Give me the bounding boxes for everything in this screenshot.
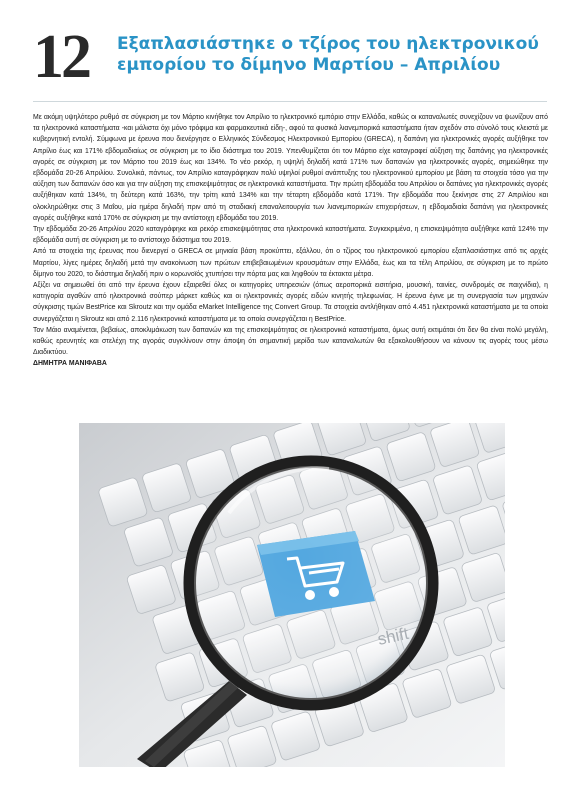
article-body [33, 112, 548, 370]
article-byline: ΔΗΜΗΤΡΑ ΜΑΝΙΦΑΒΑ [33, 360, 107, 368]
article-paragraph: Από τα στοιχεία της έρευνας που διενεργεί ο GRECA σε μηνιαία βάση προκύπτει, εξάλλου, ότι ο τζίρος του ηλεκτρονικού εμπορίου εξαπλασιάστηκε από τις αρχές Μαρτίου, λίγες ημέρες δηλαδή μετά την ανακοίνωση των πρώτων επιβεβαιωμένων κρουσμάτων στην Ελλάδα, έως και τα τέλη Απριλίου, σε σύγκριση με το πρώτο δίμηνο του 2020, το διάστημα δηλαδή πριν ο κορωνοϊός χτυπήσει την πόρτα μας και ληφθούν τα έκτακτα μέτρα. [33, 248, 548, 278]
magnifier-lens [189, 461, 433, 705]
header-divider [33, 101, 547, 102]
article-headline: Εξαπλασιάστηκε ο τζίρος του ηλεκτρονικού εμπορίου το δίμηνο Μαρτίου – Απριλίου [117, 34, 539, 75]
article-paragraph: Αξίζει να σημειωθεί ότι από την έρευνα έχουν εξαιρεθεί όλες οι κατηγορίες υπηρεσιών (όπως αεροπορικά εισιτήρια, μουσική, ταινίες, συνδρομές σε παιχνίδια), η κατηγορία αγαθών από ηλεκτρονικά σούπερ μάρκετ καθώς και οι ηλεκτρονικές αγορές ειδών κινητής τηλεφωνίας. Η έρευνα έγινε με τη συνεργασία των μηχανών σύγκρισης τιμών BestPrice και Skroutz και την ομάδα eMarket Intelligence της Convert Group. Τα στοιχεία αντλήθηκαν από 4.451 ηλεκτρονικά καταστήματα με τα οποία συνεργάζεται η Skroutz και από 2.116 ηλεκτρονικά καταστήματα με τα οποία συνεργάζεται η BestPrice. [33, 282, 548, 323]
article-paragraph: Με ακόμη υψηλότερο ρυθμό σε σύγκριση με τον Μάρτιο κινήθηκε τον Απρίλιο το ηλεκτρονικό εμπόριο στην Ελλάδα, καθώς οι καταναλωτές συνεχίζουν να ψωνίζουν από τα ηλεκτρονικά καταστήματα -και μάλιστα όχι μόνο τρόφιμα και φαρμακευτικά είδη-, αφού τα φυσικά λιανεμπορικά καταστήματα ήταν σχεδόν στο σύνολό τους κλειστά με κυβερνητική εντολή. Σύμφωνα με έρευνα που διενέργησε ο Ελληνικός Σύνδεσμος Ηλεκτρονικού Εμπορίου (GRECA), η δαπάνη για ηλεκτρονικές αγορές αυξήθηκε τον Απρίλιο έως και 171% εβδομαδιαίως σε σύγκριση με το ίδιο διάστημα του 2019. Υπενθυμίζεται ότι τον Μάρτιο είχε καταγραφεί αύξηση της δαπάνης για ηλεκτρονικές αγορές σε σύγκριση με τον Μάρτιο του 2019 έως και 134%. Το νέο ρεκόρ, η υψηλή δηλαδή κατά 171% των δαπανών για ηλεκτρονικές αγορές, σημειώθηκε την εβδομάδα 20-26 Απριλίου. Συνολικά, πάντως, τον Απρίλιο καταγράφηκαν πολύ υψηλοί ρυθμοί ανάπτυξης του ηλεκτρονικού εμπορίου με βάση τα στοιχεία τόσο για την αύξηση των δαπανών όσο και για την αύξηση της επισκεψιμότητας σε ηλεκτρονικά καταστήματα. Την πρώτη εβδομάδα του Απριλίου οι δαπάνες για ηλεκτρονικές αγορές αυξήθηκαν κατά 134%, τη δεύτερη κατά 163%, την τρίτη κατά 134% και την τέταρτη εβδομάδα κατά 171%. Την εβδομάδα που ξεκίνησε στις 27 Απριλίου και ολοκληρώθηκε στις 3 Μαΐου, μία ημέρα δηλαδή πριν από τη σταδιακή επαναλειτουργία των λιανεμπορικών επιχειρήσεων, η εβδομαδιαία δαπάνη για ηλεκτρονικές αγορές αυξήθηκε κατά 170% σε σύγκριση με την αντίστοιχη εβδομάδα του 2019. [33, 114, 548, 222]
article-paragraph: Τον Μάιο αναμένεται, βεβαίως, αποκλιμάκωση των δαπανών και της επισκεψιμότητας σε ηλεκτρονικά καταστήματα, όμως αυτή εκτιμάται ότι δεν θα είναι πολύ μεγάλη, καθώς ερευνητές και στελέχη της αγοράς συγκλίνουν στην άποψη ότι σημαντική μερίδα των καταναλωτών θα εξακολουθήσουν να κάνουν τις αγορές τους μέσω Διαδικτύου. [33, 326, 548, 357]
page-number: 12 [33, 23, 89, 91]
article-paragraph: Την εβδομάδα 20-26 Απριλίου 2020 καταγράφηκε και ρεκόρ επισκεψιμότητας στα ηλεκτρονικά καταστήματα. Συγκεκριμένα, η επισκεψιμότητα αυξήθηκε κατά 124% την εβδομάδα αυτή σε σύγκριση με το αντίστοιχο διάστημα του 2019. [33, 226, 548, 245]
keyboard-magnifier-photo [79, 423, 505, 767]
